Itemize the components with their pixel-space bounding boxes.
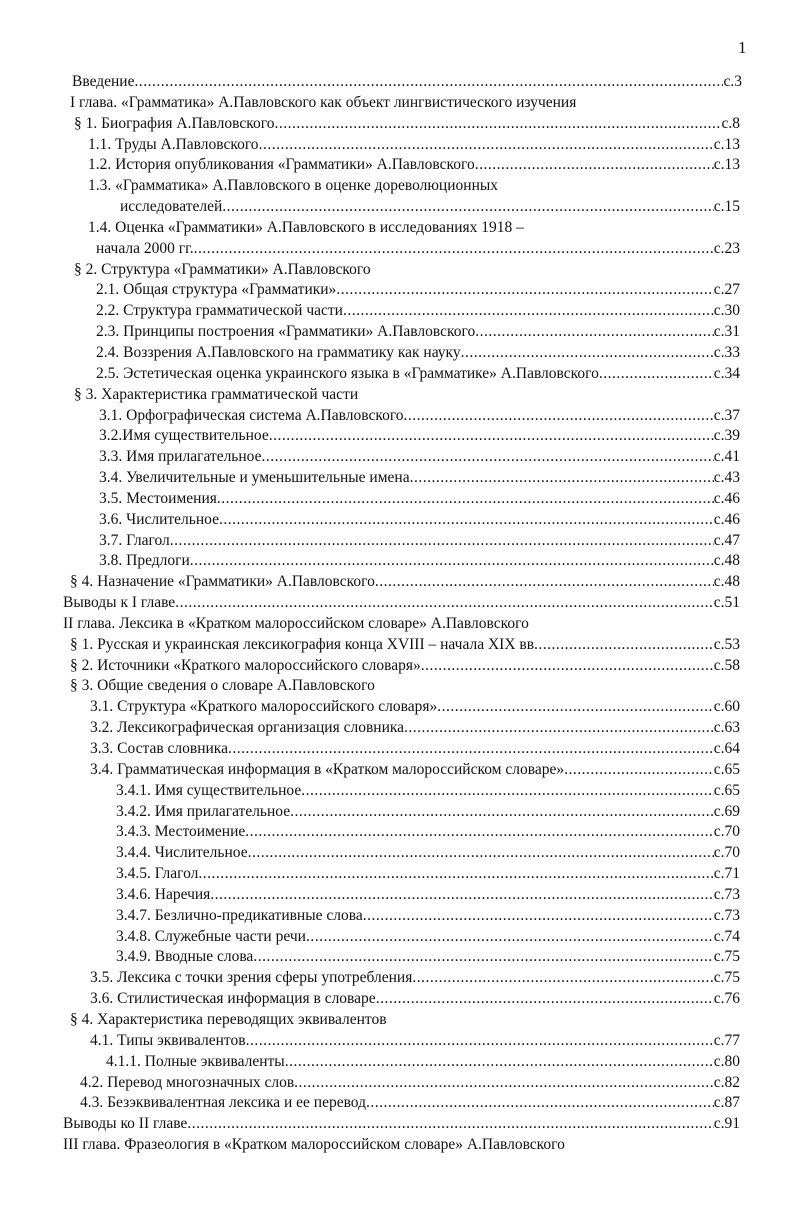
toc-entry[interactable] bbox=[106, 1052, 740, 1073]
toc-title: 2.4. Воззрения А.Павловского на грамматику как науку bbox=[96, 343, 461, 361]
toc-leader bbox=[306, 927, 714, 948]
toc-page: с.34 bbox=[713, 364, 740, 382]
toc-title: 3.4.9. Вводные слова bbox=[116, 948, 254, 966]
toc-page: с.76 bbox=[713, 990, 740, 1008]
toc-row bbox=[0, 260, 796, 281]
toc-page: с.30 bbox=[713, 302, 740, 320]
toc-leader bbox=[274, 114, 721, 135]
toc-row bbox=[0, 426, 796, 447]
toc-leader bbox=[421, 656, 714, 677]
toc-title: 3.5. Местоимения bbox=[99, 489, 217, 507]
toc-title: 3.1. Орфографическая система А.Павловского bbox=[99, 406, 404, 424]
toc-page: с.23 bbox=[713, 239, 740, 257]
toc-title: 3.4.7. Безлично-предикативные слова bbox=[116, 906, 363, 924]
toc-chapter-heading[interactable]: II глава. Лексика в «Кратком малороссийском словаре» А.Павловского bbox=[63, 614, 529, 632]
toc-leader bbox=[222, 197, 713, 218]
toc-row bbox=[0, 947, 796, 968]
toc-page: с.48 bbox=[713, 552, 740, 570]
toc-leader bbox=[475, 155, 714, 176]
toc-row bbox=[0, 343, 796, 364]
toc-entry-introduction[interactable] bbox=[72, 72, 742, 93]
toc-entry[interactable] bbox=[63, 593, 740, 614]
toc-title: 3.6. Стилистическая информация в словаре bbox=[90, 990, 376, 1008]
toc-leader bbox=[410, 468, 714, 489]
toc-entry[interactable] bbox=[99, 489, 740, 510]
toc-page: с.41 bbox=[713, 448, 740, 466]
toc-page: с.70 bbox=[713, 844, 740, 862]
toc-title: исследователей bbox=[120, 198, 223, 216]
toc-row bbox=[0, 614, 796, 635]
toc-leader bbox=[262, 447, 714, 468]
toc-page: с.58 bbox=[713, 656, 740, 674]
toc-title: § 2. Источники «Краткого малороссийского словаря» bbox=[70, 656, 421, 674]
toc-leader bbox=[219, 510, 714, 531]
toc-entry[interactable] bbox=[116, 781, 740, 802]
toc-row bbox=[0, 385, 796, 406]
toc-title: Введение bbox=[72, 73, 135, 90]
toc-leader bbox=[217, 489, 714, 510]
toc-title[interactable]: 1.4. Оценка «Грамматики» А.Павловского в исследованиях 1918 – bbox=[88, 218, 524, 236]
toc-page: с.65 bbox=[713, 781, 740, 799]
toc-leader bbox=[564, 760, 714, 781]
toc-page: с.73 bbox=[713, 885, 740, 903]
toc-page: с.3 bbox=[723, 73, 742, 90]
toc-page: с.43 bbox=[713, 469, 740, 487]
toc-page: с.64 bbox=[713, 740, 740, 757]
toc-page: с.60 bbox=[713, 698, 740, 716]
toc-title: Выводы ко II главе bbox=[63, 1115, 188, 1133]
toc-page: с.15 bbox=[713, 198, 740, 216]
toc-title: 1.1. Труды А.Павловского bbox=[88, 135, 259, 153]
toc-leader bbox=[290, 802, 714, 823]
toc-entry[interactable] bbox=[120, 197, 740, 218]
toc-row bbox=[0, 364, 796, 385]
toc-row bbox=[0, 1135, 796, 1156]
toc-page: с.69 bbox=[713, 802, 740, 820]
toc-leader bbox=[475, 322, 714, 343]
toc-title: 3.4.5. Глагол bbox=[116, 865, 199, 883]
toc-leader bbox=[534, 635, 714, 656]
toc-title: 3.1. Структура «Краткого малороссийского словаря» bbox=[90, 698, 438, 716]
toc-entry[interactable] bbox=[88, 135, 740, 156]
toc-title: 4.3. Безэквивалентная лексика и ее перевод bbox=[80, 1094, 367, 1112]
toc-row bbox=[0, 114, 796, 135]
toc-title: 4.1.1. Полные эквиваленты bbox=[106, 1052, 285, 1070]
toc-entry[interactable] bbox=[96, 280, 740, 301]
toc-row bbox=[0, 489, 796, 510]
toc-row bbox=[0, 927, 796, 948]
toc-leader bbox=[461, 343, 714, 364]
toc-page: с.80 bbox=[713, 1052, 740, 1070]
toc-title: 3.4.6. Наречия bbox=[116, 885, 211, 903]
toc-leader bbox=[269, 426, 714, 447]
toc-leader bbox=[246, 1031, 714, 1052]
toc-page: с.71 bbox=[713, 865, 740, 883]
toc-title: 3.2.Имя существительное bbox=[99, 427, 269, 445]
toc-leader bbox=[343, 301, 714, 322]
toc-entry[interactable] bbox=[88, 155, 740, 176]
toc-row bbox=[0, 301, 796, 322]
toc-row bbox=[0, 510, 796, 531]
toc-title: § 4. Назначение «Грамматики» А.Павловского bbox=[70, 573, 375, 591]
toc-row bbox=[0, 551, 796, 572]
toc-leader bbox=[404, 718, 714, 739]
toc-row bbox=[0, 280, 796, 301]
toc-entry[interactable] bbox=[70, 656, 740, 677]
toc-row bbox=[0, 468, 796, 489]
toc-row bbox=[0, 1093, 796, 1114]
toc-entry[interactable] bbox=[116, 864, 740, 885]
toc-entry[interactable] bbox=[90, 739, 740, 760]
toc-page: с.53 bbox=[713, 635, 740, 653]
toc-entry[interactable] bbox=[99, 406, 740, 427]
toc-leader bbox=[134, 72, 723, 93]
toc-title: 3.7. Глагол bbox=[99, 531, 170, 549]
toc-section-heading[interactable]: § 3. Общие сведения о словаре А.Павловского bbox=[70, 677, 375, 695]
toc-title: 3.2. Лексикографическая организация словника bbox=[90, 719, 405, 737]
toc-title: начала 2000 гг. bbox=[96, 239, 194, 257]
toc-leader bbox=[412, 968, 713, 989]
toc-entry[interactable] bbox=[96, 301, 740, 322]
toc-entry[interactable] bbox=[116, 822, 740, 843]
toc-page: с.39 bbox=[713, 427, 740, 445]
toc-title: 2.3. Принципы построения «Грамматики» А.Павловского bbox=[96, 323, 476, 341]
toc-page: с.70 bbox=[713, 823, 740, 841]
toc-row bbox=[0, 822, 796, 843]
toc-title: 3.3. Имя прилагательное bbox=[99, 448, 262, 466]
toc-leader bbox=[245, 822, 713, 843]
toc-row bbox=[0, 93, 796, 114]
toc-row bbox=[0, 989, 796, 1010]
toc-title: 3.6. Числительное bbox=[99, 510, 219, 528]
toc-title: 3.3. Состав словника bbox=[90, 740, 228, 757]
toc-row bbox=[0, 593, 796, 614]
toc-leader bbox=[248, 843, 714, 864]
toc-row bbox=[0, 322, 796, 343]
toc-page: с.75 bbox=[713, 948, 740, 966]
toc-page: с.8 bbox=[721, 114, 740, 132]
toc-section-heading[interactable]: § 3. Характеристика грамматической части bbox=[74, 385, 359, 403]
toc-entry[interactable] bbox=[99, 551, 740, 572]
toc-row bbox=[0, 802, 796, 823]
toc-leader bbox=[190, 551, 714, 572]
toc-page: с.33 bbox=[713, 343, 740, 361]
toc-entry[interactable] bbox=[99, 510, 740, 531]
toc-row bbox=[0, 635, 796, 656]
toc-leader bbox=[376, 989, 714, 1010]
toc-row bbox=[0, 239, 796, 260]
toc-entry[interactable] bbox=[70, 572, 740, 593]
toc-leader bbox=[363, 906, 714, 927]
toc-page: с.63 bbox=[713, 719, 740, 737]
toc-leader bbox=[194, 239, 714, 260]
toc-entry[interactable] bbox=[116, 802, 740, 823]
toc-row bbox=[0, 1073, 796, 1094]
toc-leader bbox=[366, 1093, 714, 1114]
toc-page: с.27 bbox=[713, 281, 740, 299]
toc-entry[interactable] bbox=[99, 531, 740, 552]
toc-entry[interactable] bbox=[116, 927, 740, 948]
toc-row bbox=[0, 864, 796, 885]
toc-entry[interactable] bbox=[96, 364, 740, 385]
toc-page: с.13 bbox=[713, 135, 740, 153]
toc-row bbox=[0, 1031, 796, 1052]
toc-chapter-heading[interactable]: III глава. Фразеология в «Кратком малороссийском словаре» А.Павловского bbox=[63, 1136, 565, 1154]
toc-page: с.74 bbox=[713, 927, 740, 945]
toc-leader bbox=[599, 364, 714, 385]
toc-title: 3.4.8. Служебные части речи bbox=[116, 927, 306, 945]
toc-entry[interactable] bbox=[90, 989, 740, 1010]
toc-entry[interactable] bbox=[80, 1073, 740, 1094]
toc-page: с.91 bbox=[713, 1115, 740, 1133]
toc-page: с.37 bbox=[713, 406, 740, 424]
toc-row bbox=[0, 843, 796, 864]
toc-leader bbox=[285, 1052, 714, 1073]
toc-leader bbox=[294, 1073, 714, 1094]
toc-title: 1.2. История опубликования «Грамматики» А.Павловского bbox=[88, 156, 475, 174]
toc-section-heading[interactable]: § 4. Характеристика переводящих эквивалентов bbox=[70, 1010, 387, 1028]
toc-row bbox=[0, 760, 796, 781]
toc-title: 2.2. Структура грамматической части bbox=[96, 302, 343, 320]
toc-entry[interactable] bbox=[90, 968, 740, 989]
toc-leader bbox=[404, 406, 714, 427]
toc-leader bbox=[301, 781, 714, 802]
toc-row bbox=[0, 781, 796, 802]
toc-title[interactable]: 1.3. «Грамматика» А.Павловского в оценке дореволюционных bbox=[88, 177, 499, 195]
toc-title: 3.5. Лексика с точки зрения сферы употребления bbox=[90, 969, 413, 987]
toc-page: с.82 bbox=[713, 1073, 740, 1091]
toc-title: 3.8. Предлоги bbox=[99, 552, 190, 570]
toc-entry[interactable] bbox=[99, 468, 740, 489]
toc-row bbox=[0, 197, 796, 218]
toc-entry[interactable] bbox=[80, 1093, 740, 1114]
toc-entry[interactable] bbox=[99, 447, 740, 468]
toc-entry[interactable] bbox=[96, 322, 740, 343]
toc-title: § 1. Русская и украинская лексикография конца XVIII – начала XIX вв bbox=[70, 635, 535, 653]
table-of-contents bbox=[0, 72, 796, 1156]
toc-title: 3.4. Увеличительные и уменьшительные имена bbox=[99, 469, 410, 487]
toc-leader bbox=[259, 135, 714, 156]
toc-title: 2.1. Общая структура «Грамматики» bbox=[96, 281, 337, 299]
toc-entry[interactable] bbox=[116, 906, 740, 927]
toc-entry[interactable] bbox=[116, 885, 740, 906]
toc-row bbox=[0, 218, 796, 239]
toc-page: с.46 bbox=[713, 489, 740, 507]
toc-title: Выводы к I главе bbox=[63, 594, 176, 612]
toc-entry[interactable] bbox=[74, 114, 740, 135]
toc-page: с.65 bbox=[713, 760, 740, 778]
toc-title: 3.4.3. Местоимение bbox=[116, 823, 246, 841]
toc-row bbox=[0, 1052, 796, 1073]
toc-page: с.13 bbox=[713, 156, 740, 174]
toc-title: 3.4.1. Имя существительное bbox=[116, 781, 302, 799]
toc-title: 4.2. Перевод многозначных слов bbox=[80, 1073, 295, 1091]
toc-row bbox=[0, 906, 796, 927]
toc-page: с.31 bbox=[713, 323, 740, 341]
toc-leader bbox=[375, 572, 714, 593]
toc-title: 3.4.2. Имя прилагательное bbox=[116, 802, 291, 820]
toc-row bbox=[0, 968, 796, 989]
toc-entry[interactable] bbox=[96, 343, 740, 364]
toc-entry[interactable] bbox=[90, 718, 740, 739]
toc-section-heading[interactable]: § 2. Структура «Грамматики» А.Павловского bbox=[74, 260, 371, 278]
toc-leader bbox=[170, 531, 714, 552]
toc-entry[interactable] bbox=[70, 635, 740, 656]
toc-row bbox=[0, 739, 796, 760]
toc-row bbox=[0, 656, 796, 677]
toc-page: с.73 bbox=[713, 906, 740, 924]
toc-entry[interactable] bbox=[63, 1114, 740, 1135]
toc-leader bbox=[437, 697, 713, 718]
toc-row bbox=[0, 697, 796, 718]
toc-row bbox=[0, 176, 796, 197]
toc-row bbox=[0, 72, 796, 93]
toc-page: с.46 bbox=[713, 510, 740, 528]
toc-entry[interactable] bbox=[96, 239, 740, 260]
toc-row bbox=[0, 531, 796, 552]
toc-page: с.87 bbox=[713, 1094, 740, 1112]
toc-leader bbox=[187, 1114, 713, 1135]
toc-row bbox=[0, 135, 796, 156]
toc-leader bbox=[198, 864, 713, 885]
toc-title: 3.4.4. Числительное bbox=[116, 844, 248, 862]
toc-row bbox=[0, 676, 796, 697]
toc-row bbox=[0, 1114, 796, 1135]
toc-leader bbox=[175, 593, 714, 614]
toc-row bbox=[0, 155, 796, 176]
toc-title: 3.4. Грамматическая информация в «Кратком малороссийском словаре» bbox=[90, 760, 565, 778]
toc-page: с.48 bbox=[713, 573, 740, 591]
toc-title: § 1. Биография А.Павловского bbox=[74, 114, 275, 132]
toc-leader bbox=[228, 739, 714, 760]
toc-title: 2.5. Эстетическая оценка украинского языка в «Грамматике» А.Павловского bbox=[96, 364, 599, 382]
toc-chapter-heading[interactable]: I глава. «Грамматика» А.Павловского как объект лингвистического изучения bbox=[70, 93, 577, 111]
toc-page: с.51 bbox=[713, 594, 740, 612]
toc-row bbox=[0, 718, 796, 739]
toc-page: с.47 bbox=[713, 531, 740, 549]
toc-page: с.77 bbox=[713, 1031, 740, 1049]
toc-entry[interactable] bbox=[99, 426, 740, 447]
toc-title: 4.1. Типы эквивалентов bbox=[90, 1031, 246, 1049]
toc-row bbox=[0, 885, 796, 906]
toc-entry[interactable] bbox=[116, 947, 740, 968]
toc-page: с.75 bbox=[713, 969, 740, 987]
toc-row bbox=[0, 1010, 796, 1031]
toc-row bbox=[0, 447, 796, 468]
toc-row bbox=[0, 572, 796, 593]
toc-entry[interactable] bbox=[90, 760, 740, 781]
toc-entry[interactable] bbox=[116, 843, 740, 864]
toc-leader bbox=[253, 947, 713, 968]
toc-leader bbox=[336, 280, 713, 301]
toc-entry[interactable] bbox=[90, 1031, 740, 1052]
page-number: 1 bbox=[738, 38, 747, 57]
toc-entry[interactable] bbox=[90, 697, 740, 718]
toc-leader bbox=[210, 885, 713, 906]
toc-row bbox=[0, 406, 796, 427]
